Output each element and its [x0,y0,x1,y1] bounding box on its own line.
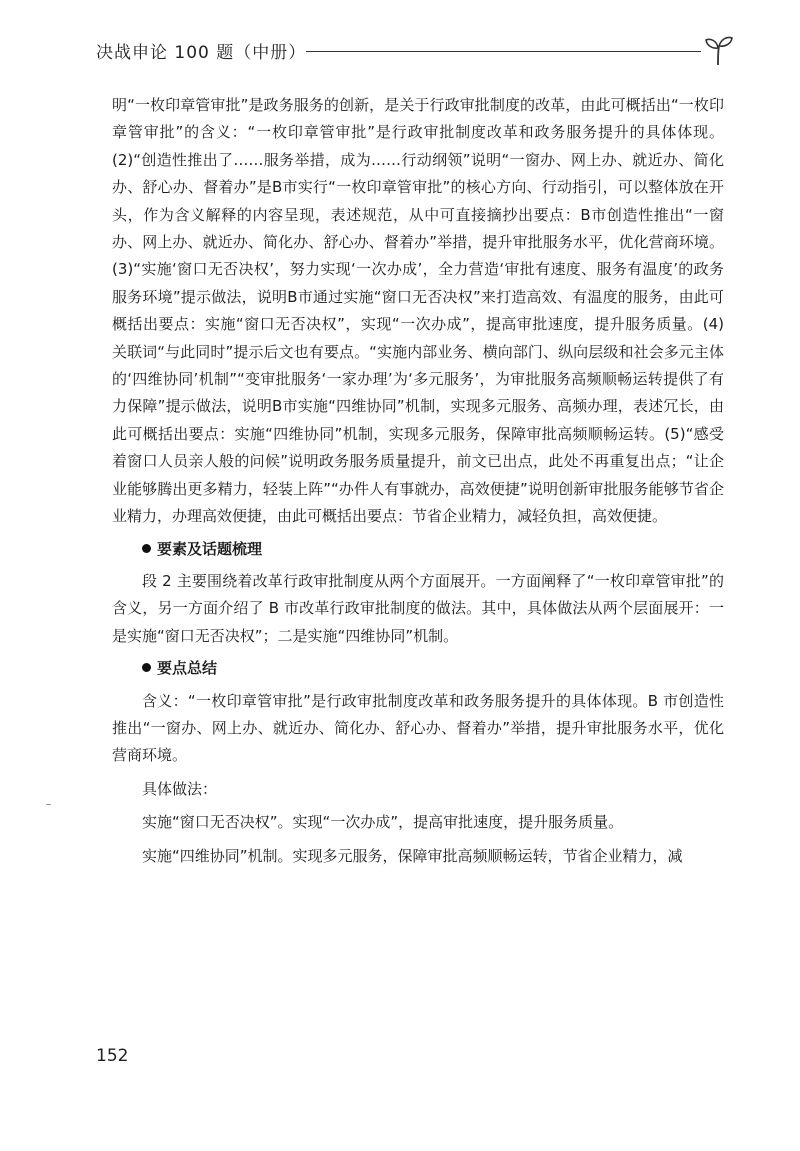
margin-mark [46,804,51,805]
methods-label: 具体做法： [142,779,218,798]
bullet-icon [142,544,151,553]
page-number: 152 [96,1046,129,1066]
summary-meaning-paragraph: 含义：“一枚印章管审批”是行政审批制度改革和政务服务提升的具体体现。B 市创造性推出“一窗办、网上办、就近办、简化办、舒心办、督着办”举措，提升审批服务水平，优化营商环境。 [112,691,724,765]
sprout-icon [700,32,736,66]
section-heading-text: 要素及话题梳理 [157,539,263,558]
bullet-icon [142,663,151,672]
running-header [96,32,736,68]
section-heading-summary [142,655,724,682]
method-item: 实施“窗口无否决权”。实现“一次办成”，提高审批速度，提升服务质量。 [142,813,624,832]
page-body [112,92,724,870]
section-heading-text: 要点总结 [157,659,218,678]
method-item: 实施“四维协同”机制。实现多元服务，保障审批高频顺畅运转，节省企业精力，减 [142,846,683,865]
elements-paragraph: 段 2 主要围绕着改革行政审批制度从两个方面展开。一方面阐释了“一枚印章管审批”的含义，另一方面介绍了 B 市改革行政审批制度的做法。其中，具体做法从两个层面展开：一是实施“窗口无否决权”；二是实施“四维协同”机制。 [112,571,724,645]
header-rule [306,51,701,52]
analysis-paragraph: 明“一枚印章管审批”是政务服务的创新，是关于行政审批制度的改革，由此可概括出“一枚印章管审批”的含义：“一枚印章管审批”是行政审批制度改革和政务服务提升的具体体现。(2)“创造性推出了……服务举措，成为……行动纲领”说明“一窗办、网上办、就近办、简化办、舒心办、督着办”是B市实行“一枚印章管审批”的核心方向、行动指引，可以整体放在开头，作为含义解释的内容呈现，表述规范，从中可直接摘抄出要点：B市创造性推出“一窗办、网上办、就近办、简化办、舒心办、督着办”举措，提升审批服务水平，优化营商环境。(3)“实施‘窗口无否决权’，努力实现‘一次办成’，全力营造‘审批有速度、服务有温度’的政务服务环境”提示做法，说明B市通过实施“窗口无否决权”来打造高效、有温度的服务，由此可概括出要点：实施“窗口无否决权”，实现“一次办成”，提高审批速度，提升服务质量。(4) 关联词“与此同时”提示后文也有要点。“实施内部业务、横向部门、纵向层级和社会多元主体的‘四维协同’机制”“变审批服务‘一家办理’为‘多元服务’，为审批服务高频顺畅运转提供了有力保障”提示做法，说明B市实施“四维协同”机制，实现多元服务、高频办理，表述冗长，由此可概括出要点：实施“四维协同”机制，实现多元服务，保障审批高频顺畅运转。(5)“感受着窗口人员亲人般的问候”说明政务服务质量提升，前文已出点，此处不再重复出点；“让企业能够腾出更多精力，轻装上阵”“办件人有事就办，高效便捷”说明创新审批服务能够节省企业精力，办理高效便捷，由此可概括出要点：节省企业精力，减轻负担，高效便捷。 [112,96,724,526]
section-heading-elements [142,536,724,563]
book-title: 决战申论 100 题（中册） [96,43,307,63]
